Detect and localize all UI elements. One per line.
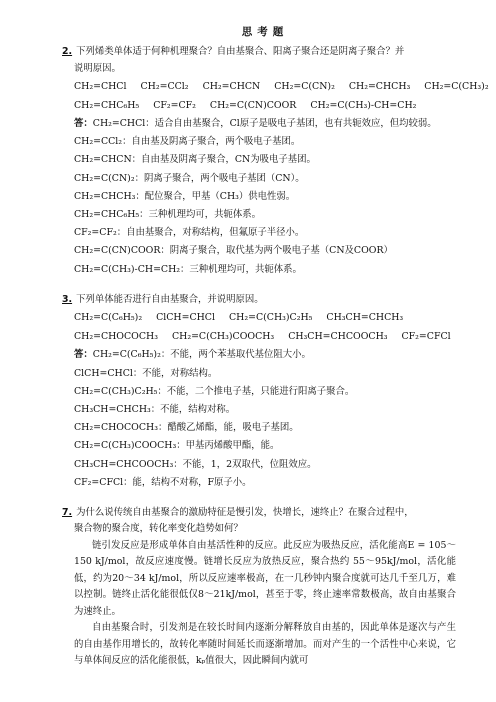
- monomer-row-2: [74, 327, 456, 346]
- answer-line: CH₂=CHC₆H₅：三种机理均可，共轭体系。: [74, 209, 262, 221]
- monomer: CH₂=C(CN)₂: [274, 81, 335, 92]
- monomer: CH₂=CHC₆H₅: [74, 100, 140, 111]
- answer-line: CH₃CH=CHCOOCH₃：不能，1，2双取代，位阻效应。: [74, 458, 317, 470]
- answer-line: CF₂=CF₂：自由基聚合，对称结构，但氟原子半径小。: [74, 227, 305, 239]
- question-7-stem-cont: 聚合物的聚合度，转化率变化趋势如何？: [74, 523, 243, 535]
- monomer: ClCH=CHCl: [156, 312, 215, 324]
- answer-line: CH₂=C(CN)₂：阴离子聚合，两个吸电子基团（CN）。: [74, 172, 305, 184]
- question-number: 2.: [62, 46, 73, 57]
- monomer: CH₂=C(CN)COOR: [209, 100, 297, 111]
- answer-line: CH₂=C(CH₃)-CH=CH₂：三种机理均可，共轭体系。: [74, 263, 302, 275]
- answer-line: CH₃CH=CHCH₃：不能，结构对称。: [74, 403, 236, 415]
- monomer: CF₂=CF₂: [153, 100, 196, 111]
- monomer: CH₂=C(C₆H₅)₂: [74, 312, 143, 324]
- monomer-row-1: [74, 77, 489, 96]
- question-2-stem: 2. 下列烯类单体适于何种机理聚合？自由基聚合、阳离子聚合还是阴离子聚合？并: [62, 46, 405, 57]
- monomer: CH₂=CHCH₃: [348, 81, 411, 92]
- question-2-stem-cont: 说明原因。: [74, 62, 121, 74]
- monomer: CH₃CH=CHCOOCH₃: [288, 331, 388, 343]
- answer-line: CH₂=CHOCOCH₃：醋酸乙烯酯，能，吸电子基团。: [74, 422, 299, 434]
- answer-paragraph: 链引发反应是形成单体自由基活性种的反应。此反应为吸热反应，活化能高E = 105～150 kJ/mol，故反应速度慢。链增长反应为放热反应，聚合热约 55～95kJ/mol，活化能低，约为20～34 kJ/mol，所以反应速率极高，在一几秒钟内聚合度就可达几千至几万，难以控制。链终止活化能很低仅8～21kJ/mol，甚至于零，终止速率常数极高，故自由基聚合为速终止。: [74, 539, 456, 617]
- answer-line: 答：CH₂=CHCl：适合自由基聚合，Cl原子是吸电子基团，也有共轭效应，但均较弱。: [74, 118, 437, 129]
- monomer-row-1: [74, 308, 456, 327]
- question-3: [62, 292, 456, 492]
- monomer-row-2: [74, 96, 456, 115]
- monomer: CH₃CH=CHCH₃: [326, 312, 404, 324]
- monomer: CH₂=C(CH₃)COOCH₃: [171, 331, 275, 343]
- monomer: CH₂=CHCN: [202, 81, 261, 92]
- monomer: CH₂=CHCl: [74, 81, 127, 92]
- answer-line: CH₂=CHCN：自由基及阴离子聚合，CN为吸电子基团。: [74, 154, 316, 166]
- monomer: CH₂=C(CH₃)-CH=CH₂: [310, 100, 417, 111]
- answer-label: 答：: [74, 349, 93, 361]
- question-2: [62, 44, 489, 279]
- question-7: [62, 505, 456, 670]
- answer-label: 答：: [74, 118, 93, 129]
- answer-paragraph: 自由基聚合时，引发剂是在较长时间内逐渐分解释放自由基的，因此单体是逐次与产生的自由基作用增长的，故转化率随时间延长而逐渐增加。而对产生的一个活性中心来说，它与单体间反应的活化能很低，kₚ值很大，因此瞬间内就可: [74, 622, 456, 667]
- answer-line: CH₂=C(CH₃)C₂H₅：不能，二个推电子基，只能进行阳离子聚合。: [74, 385, 355, 397]
- monomer: CH₂=C(CH₃)C₂H₅: [228, 312, 313, 324]
- question-7-stem: 7. 为什么说传统自由基聚合的激励特征是慢引发，快增长，速终止？在聚合过程中，: [62, 506, 414, 518]
- answer-line: CH₂=C(CN)COOR：阴离子聚合，取代基为两个吸电子基（CN及COOR）: [74, 245, 393, 257]
- answer-line: 答：CH₂=C(C₆H₅)₂：不能，两个苯基取代基位阻大小。: [74, 349, 311, 361]
- question-number: 3.: [62, 293, 73, 305]
- monomer: CH₂=C(CH₃)₂: [424, 81, 489, 92]
- monomer: CF₂=CFCl: [401, 331, 451, 343]
- monomer: CH₂=CHOCOCH₃: [74, 331, 158, 343]
- answer-line: ClCH=CHCl：不能，对称结构。: [74, 367, 218, 379]
- question-3-stem: 3. 下列单体能否进行自由基聚合，并说明原因。: [62, 293, 264, 305]
- answer-line: CF₂=CFCl：能，结构不对称，F原子小。: [74, 476, 252, 488]
- answer-line: CH₂=CCl₂：自由基及阴离子聚合，两个吸电子基团。: [74, 136, 301, 148]
- page-title: 思考题: [241, 26, 289, 38]
- answer-line: CH₂=CHCH₃：配位聚合，甲基（CH₃）供电性弱。: [74, 190, 296, 202]
- question-number: 7.: [62, 506, 73, 518]
- monomer: CH₂=CCl₂: [140, 81, 189, 92]
- answer-line: CH₂=C(CH₃)COOCH₃：甲基丙烯酸甲酯，能。: [74, 440, 280, 452]
